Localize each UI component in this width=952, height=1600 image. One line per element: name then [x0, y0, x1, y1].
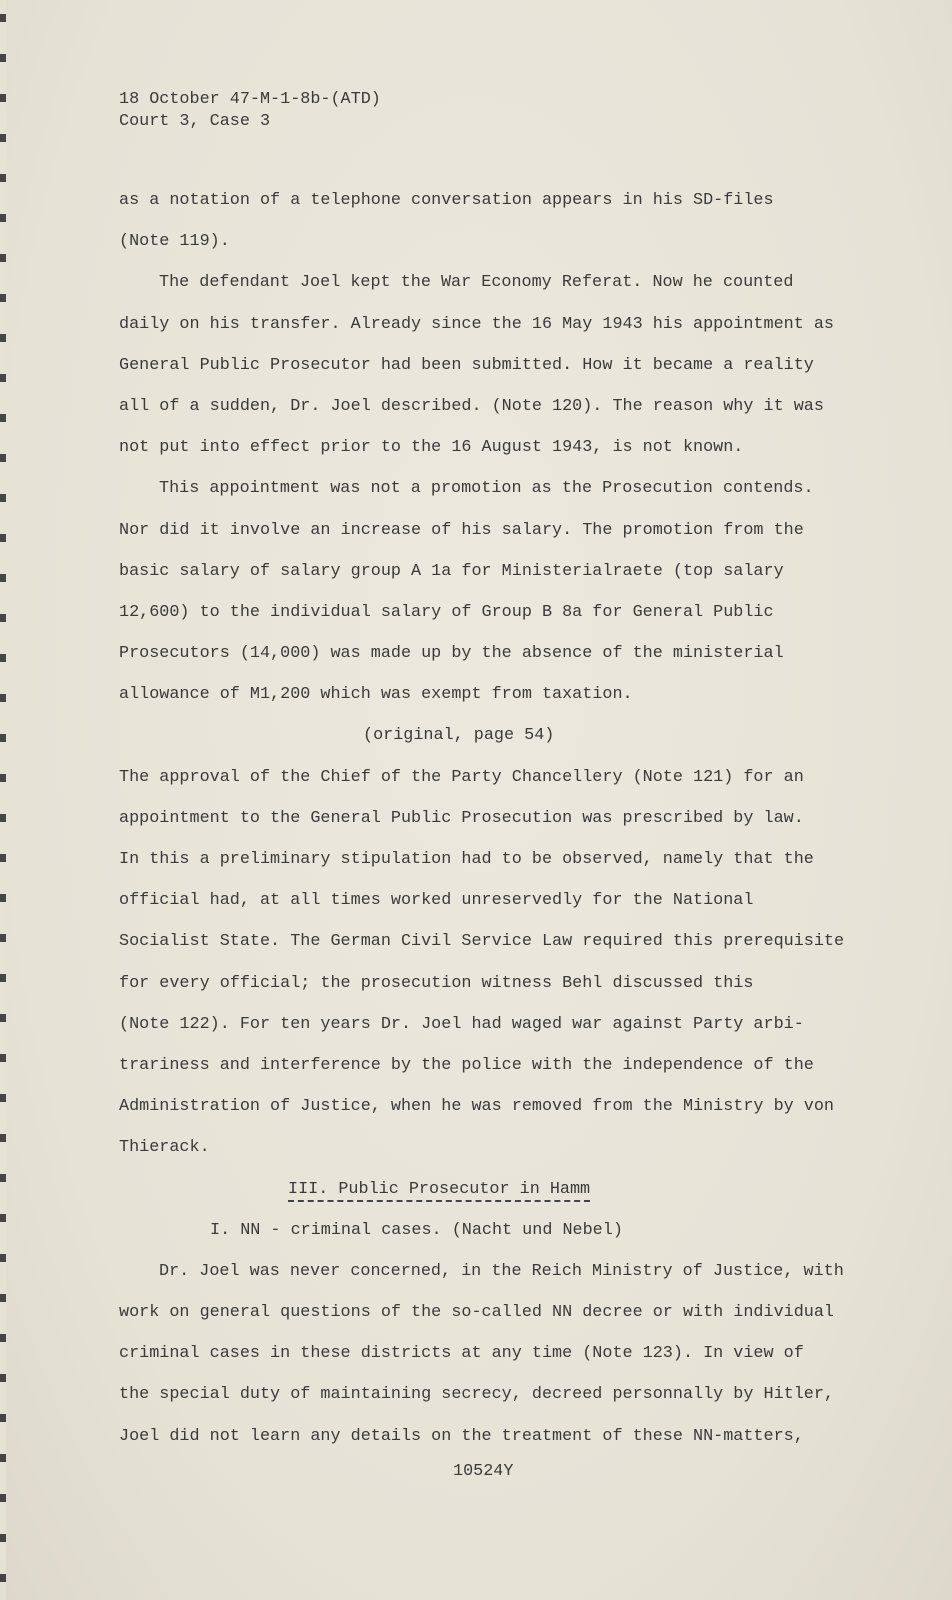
- text-line: Socialist State. The German Civil Service Law required this prerequisite: [119, 932, 845, 952]
- text-line: for every official; the prosecution witness Behl discussed this: [119, 973, 754, 993]
- text-line: allowance of M1,200 which was exempt from taxation.: [119, 685, 633, 705]
- header-date-ref: 18 October 47-M-1-8b-(ATD): [119, 90, 381, 109]
- original-page-marker: (original, page 54): [363, 726, 555, 746]
- text-line: (Note 122). For ten years Dr. Joel had waged war against Party arbi-: [119, 1014, 804, 1034]
- section-heading: III. Public Prosecutor in Hamm: [288, 1180, 590, 1202]
- text-line: the special duty of maintaining secrecy, decreed personnally by Hitler,: [119, 1385, 834, 1405]
- text-line: In this a preliminary stipulation had to be observed, namely that the: [119, 850, 814, 869]
- text-line: all of a sudden, Dr. Joel described. (Note 120). The reason why it was: [119, 396, 824, 416]
- binding-holes: [0, 0, 6, 1600]
- text-line: trariness and interference by the police with the independence of the: [119, 1055, 814, 1075]
- text-line: Thierack.: [119, 1138, 210, 1158]
- document-body: [119, 180, 844, 1457]
- text-line: criminal cases in these districts at any time (Note 123). In view of: [119, 1344, 804, 1364]
- text-line: daily on his transfer. Already since the 16 May 1943 his appointment as: [119, 314, 834, 334]
- text-line: The defendant Joel kept the War Economy Referat. Now he counted: [159, 273, 794, 293]
- text-line: 12,600) to the individual salary of Group B 8a for General Public: [119, 602, 774, 622]
- section-heading-wrap: [119, 1169, 844, 1210]
- text-line: The approval of the Chief of the Party Chancellery (Note 121) for an: [119, 767, 804, 787]
- text-line: appointment to the General Public Prosecution was prescribed by law.: [119, 808, 804, 828]
- text-line: Nor did it involve an increase of his salary. The promotion from the: [119, 520, 804, 540]
- page-number: 10524Y: [453, 1462, 514, 1481]
- text-line: as a notation of a telephone conversation appears in his SD-files: [119, 191, 774, 210]
- text-line: not put into effect prior to the 16 August 1943, is not known.: [119, 438, 744, 458]
- text-line: Administration of Justice, when he was removed from the Ministry by von: [119, 1097, 834, 1117]
- header-court-case: Court 3, Case 3: [119, 112, 271, 131]
- text-line: This appointment was not a promotion as the Prosecution contends.: [159, 479, 814, 499]
- text-line: (Note 119).: [119, 232, 230, 252]
- text-line: Prosecutors (14,000) was made up by the absence of the ministerial: [119, 644, 784, 664]
- subsection-heading: I. NN - criminal cases. (Nacht und Nebel): [210, 1220, 623, 1240]
- text-line: official had, at all times worked unreservedly for the National: [119, 891, 754, 911]
- text-line: General Public Prosecutor had been submitted. How it became a reality: [119, 355, 814, 375]
- text-line: Dr. Joel was never concerned, in the Reich Ministry of Justice, with: [159, 1261, 844, 1281]
- text-line: basic salary of salary group A 1a for Ministerialraete (top salary: [119, 561, 784, 581]
- text-line: Joel did not learn any details on the treatment of these NN-matters,: [119, 1426, 804, 1446]
- document-header: [119, 89, 381, 133]
- text-line: work on general questions of the so-called NN decree or with individual: [119, 1303, 834, 1323]
